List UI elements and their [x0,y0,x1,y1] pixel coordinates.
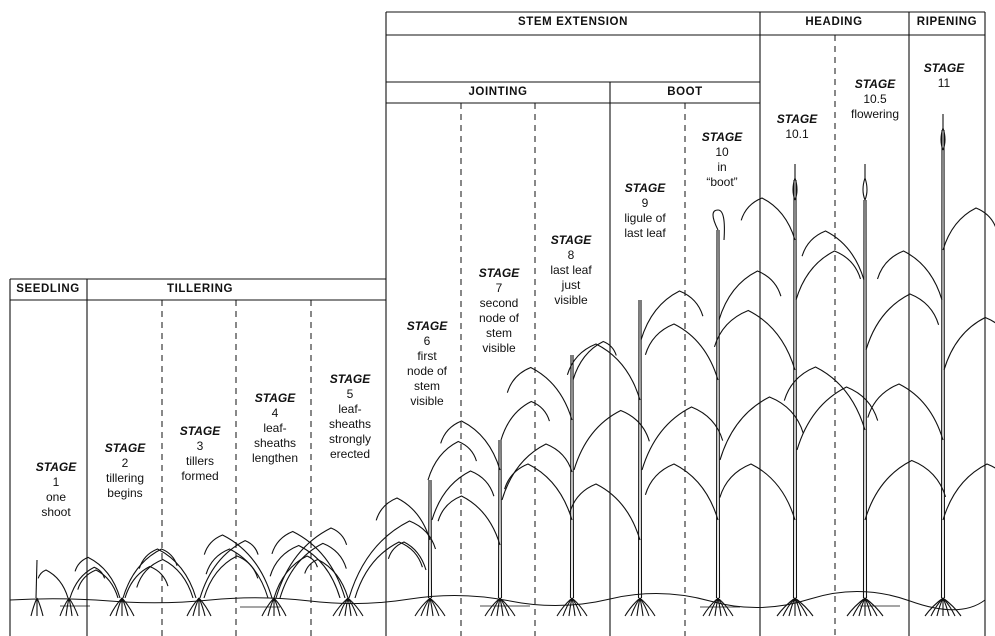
phase-heading: HEADING [805,16,863,28]
stem-icon [571,355,574,598]
stage-title: STAGE [406,319,448,333]
stage-label-8 [550,233,591,308]
leaf-icon [641,291,703,340]
phase-stem-extension: STEM EXTENSION [518,16,628,28]
leaf-icon [139,549,196,598]
stage-desc: strongly [328,432,372,446]
stage-title: STAGE [701,130,743,144]
stage-desc: stem [485,326,513,340]
leaf-icon [802,231,864,280]
wheat-ear-icon [793,164,797,200]
stage-desc: node of [478,311,520,325]
leaf-icon [280,543,346,598]
leaf-icon [741,198,795,240]
stage-desc: tillers [185,454,215,468]
stage-desc: leaf- [338,402,362,416]
leaf-icon [505,464,572,520]
leaf-icon [865,461,946,521]
stage-desc: formed [181,469,219,483]
leaf-icon [714,311,795,371]
stage-title: STAGE [923,61,965,75]
stage-title: STAGE [254,391,296,405]
root-icon [943,598,961,616]
stage-desc: flowering [850,107,900,121]
root-icon [37,598,43,616]
stage-desc: lengthen [251,451,299,465]
stage-desc: just [561,278,581,292]
leaf-icon [349,521,436,598]
stage-desc: sheaths [253,436,297,450]
stage-number: 5 [346,387,354,401]
leaf-icon [428,442,476,481]
stage-number: 10.5 [863,92,887,106]
stage-title: STAGE [776,112,818,126]
stage-desc: erected [329,447,371,461]
stage-title: STAGE [854,77,896,91]
stage-label-4 [252,391,298,466]
leaf-icon [868,384,943,440]
stage-label-7 [479,266,519,356]
leaf-icon [720,464,795,520]
stage-desc: “boot” [706,175,738,189]
stage-desc: visible [410,394,444,408]
stage-desc: begins [107,486,143,500]
leaf-icon [438,496,500,545]
stage-desc: last leaf [550,263,592,277]
stage-number: 2 [121,456,129,470]
leaf-icon [720,397,803,460]
stage-number: 6 [423,334,431,348]
leaf-icon [125,567,168,599]
leaf-icon [567,344,640,400]
stage-title: STAGE [104,441,146,455]
stage-number: 11 [937,76,951,90]
leaf-icon [441,421,500,470]
stem-icon [639,300,642,598]
leaf-icon [502,444,572,500]
leaf-icon [38,570,68,598]
leaf-icon [75,557,120,598]
leaf-icon [878,251,943,300]
stage-label-1 [36,460,76,520]
stage-label-6 [407,319,447,409]
stage-desc: sheaths [328,417,372,431]
stage-number: 3 [196,439,204,453]
root-icon [865,598,883,616]
stage-desc: shoot [41,505,71,519]
shoot-icon [36,560,37,598]
stage-title: STAGE [329,372,371,386]
leaf-icon [645,324,718,380]
leaf-icon [866,294,939,350]
stem-icon [794,180,797,598]
stage-desc: tillering [105,471,145,485]
stage-number: 10.1 [785,127,809,141]
stage-label-5 [329,372,371,462]
stage-label-9 [624,181,665,241]
stage-desc: visible [554,293,588,307]
stage-label-3 [180,424,220,484]
stage-label-11 [924,61,964,91]
leaf-icon [501,402,549,441]
stage-label-10-5 [851,77,899,122]
stage-title: STAGE [550,233,592,247]
stage-desc: stem [413,379,441,393]
stage-desc: last leaf [624,226,666,240]
stage-number: 9 [641,196,649,210]
root-icon [187,598,199,616]
leaf-icon [574,411,649,471]
stage-title: STAGE [179,424,221,438]
stage-desc: visible [482,341,516,355]
stage-number: 4 [271,406,279,420]
stage-number: 8 [567,248,575,262]
stem-icon [499,440,502,598]
leaf-icon [943,208,995,250]
stage-number: 10 [715,145,729,159]
leaf-icon [642,407,723,470]
phase-jointing: JOINTING [468,86,528,98]
stage-label-10 [702,130,742,190]
root-icon [122,598,134,616]
phase-seedling: SEEDLING [16,283,80,295]
stage-desc: in [717,160,727,174]
leaf-icon [797,387,878,450]
leaf-icon [719,271,781,320]
stage-label-10-1 [777,112,817,142]
leaf-icon [796,251,861,300]
leaf-icon [355,542,422,598]
stage-title: STAGE [624,181,666,195]
stage-title: STAGE [35,460,77,474]
stage-desc: first [417,349,437,363]
leaf-icon [376,498,430,540]
stage-desc: node of [406,364,448,378]
root-icon [31,598,37,616]
leaf-icon [570,484,640,540]
stage-desc: one [45,490,67,504]
stage-number: 1 [52,475,60,489]
stem-icon [717,230,720,598]
leaf-icon [944,318,995,371]
stem-icon [942,130,945,598]
phase-ripening: RIPENING [916,16,978,28]
phase-tillering: TILLERING [166,283,234,295]
stage-number: 7 [495,281,503,295]
stage-desc: second [479,296,519,310]
stage-label-2 [105,441,145,501]
stage-title: STAGE [478,266,520,280]
leaf-icon [645,464,718,520]
wheat-ear-icon [941,114,945,150]
phase-boot: BOOT [667,86,703,98]
leaf-icon [943,464,995,520]
wheat-ear-icon [863,164,867,200]
stage-desc: leaf- [263,421,287,435]
stage-desc: ligule of [624,211,666,225]
